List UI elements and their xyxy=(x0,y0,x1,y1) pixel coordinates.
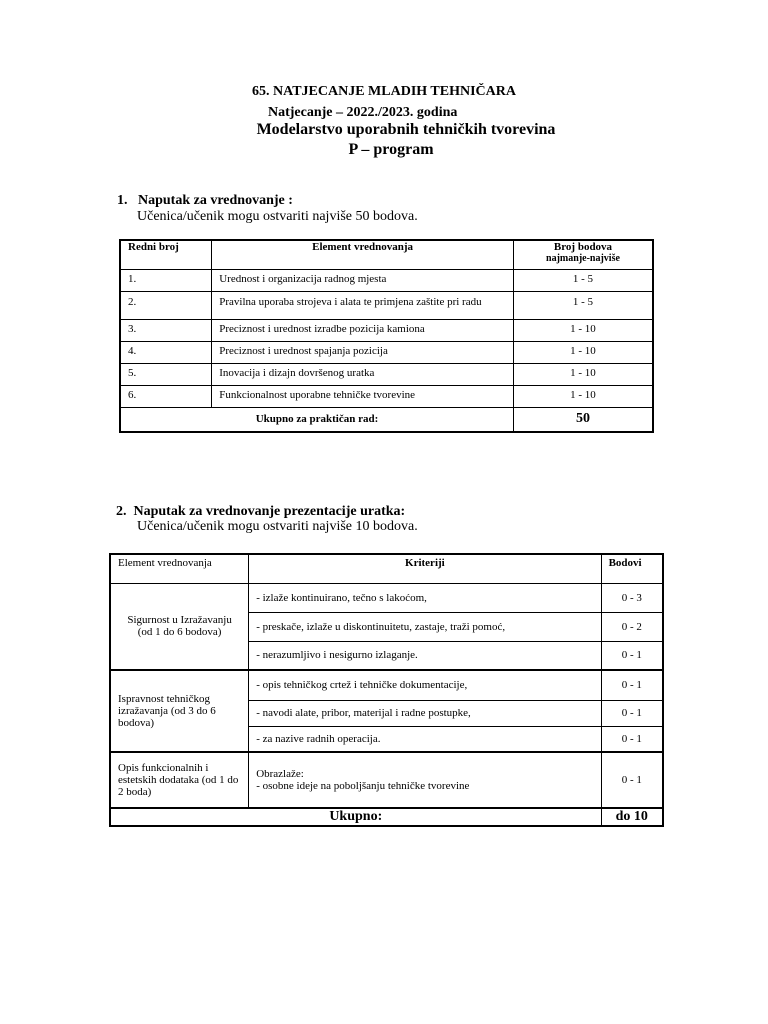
table-row xyxy=(110,670,663,700)
row-criterion: - opis tehničkog crtež i tehničke dokumentacije, xyxy=(249,670,601,700)
total-label: Ukupno: xyxy=(110,808,601,826)
row-points: 1 - 10 xyxy=(513,341,653,363)
table-row xyxy=(120,385,653,407)
row-points: 1 - 5 xyxy=(513,291,653,319)
row-element: Inovacija i dizajn dovršenog uratka xyxy=(212,363,514,385)
row-criterion: - navodi alate, pribor, materijal i radne postupke, xyxy=(249,700,601,726)
col-header-points-label: Broj bodova xyxy=(553,241,613,253)
total-value: do 10 xyxy=(601,808,663,826)
row-element: Funkcionalnost uporabne tehničke tvorevine xyxy=(212,385,514,407)
row-points: 0 - 1 xyxy=(601,670,663,700)
row-criterion: - za nazive radnih operacija. xyxy=(249,726,601,752)
table-header-row xyxy=(120,240,653,269)
competition-year: Natjecanje – 2022./2023. godina xyxy=(268,105,458,120)
row-points: 0 - 1 xyxy=(601,752,663,808)
row-points: 1 - 10 xyxy=(513,385,653,407)
row-number: 4. xyxy=(120,341,212,363)
row-criterion-head: Obrazlaže: xyxy=(256,768,304,780)
table-total-row xyxy=(110,808,663,826)
row-points: 1 - 10 xyxy=(513,319,653,341)
row-element: Sigurnost u Izražavanju (od 1 do 6 bodova) xyxy=(110,583,249,670)
col-header-points-sublabel: najmanje-najviše xyxy=(546,253,620,264)
table-row xyxy=(120,341,653,363)
total-label: Ukupno za praktičan rad: xyxy=(120,407,513,432)
row-points: 0 - 1 xyxy=(601,726,663,752)
table-row xyxy=(110,752,663,808)
section1-title: 1. Naputak za vrednovanje : xyxy=(117,193,293,208)
col-header-element: Element vrednovanja xyxy=(212,240,514,269)
row-points: 1 - 5 xyxy=(513,269,653,291)
practical-scoring-table xyxy=(119,239,654,433)
row-number: 5. xyxy=(120,363,212,385)
row-points: 0 - 1 xyxy=(601,700,663,726)
row-criterion xyxy=(249,752,601,808)
col-header-points xyxy=(513,240,653,269)
row-element: Urednost i organizacija radnog mjesta xyxy=(212,269,514,291)
row-element: Preciznost i urednost spajanja pozicija xyxy=(212,341,514,363)
row-points: 1 - 10 xyxy=(513,363,653,385)
col-header-number: Redni broj xyxy=(120,240,212,269)
table-row xyxy=(120,291,653,319)
row-points: 0 - 1 xyxy=(601,641,663,670)
row-number: 1. xyxy=(120,269,212,291)
table-row xyxy=(120,363,653,385)
row-criterion: - izlaže kontinuirano, tečno s lakoćom, xyxy=(249,583,601,612)
row-number: 3. xyxy=(120,319,212,341)
col-header-points: Bodovi xyxy=(601,554,663,583)
row-number: 2. xyxy=(120,291,212,319)
row-points: 0 - 3 xyxy=(601,583,663,612)
section1-subtitle: Učenica/učenik mogu ostvariti najviše 50 bodova. xyxy=(137,209,418,224)
table-header-row xyxy=(110,554,663,583)
program-title: P – program xyxy=(348,141,434,158)
presentation-scoring-table xyxy=(109,553,664,827)
col-header-criteria: Kriteriji xyxy=(249,554,601,583)
row-element: Preciznost i urednost izradbe pozicija kamiona xyxy=(212,319,514,341)
col-header-element: Element vrednovanja xyxy=(110,554,249,583)
row-criterion-text: - osobne ideje na poboljšanju tehničke tvorevine xyxy=(256,780,470,792)
competition-title: 65. NATJECANJE MLADIH TEHNIČARA xyxy=(252,84,516,99)
section2-subtitle: Učenica/učenik mogu ostvariti najviše 10 bodova. xyxy=(137,519,418,534)
table-row xyxy=(110,583,663,612)
row-element: Pravilna uporaba strojeva i alata te primjena zaštite pri radu xyxy=(212,291,514,319)
discipline-title: Modelarstvo uporabnih tehničkih tvorevina xyxy=(256,121,556,138)
table-row xyxy=(120,319,653,341)
row-number: 6. xyxy=(120,385,212,407)
row-criterion: - nerazumljivo i nesigurno izlaganje. xyxy=(249,641,601,670)
total-value: 50 xyxy=(513,407,653,432)
table-total-row xyxy=(120,407,653,432)
row-element: Ispravnost tehničkog izražavanja (od 3 do 6 bodova) xyxy=(110,670,249,752)
section2-title: 2. Naputak za vrednovanje prezentacije uratka: xyxy=(116,504,406,519)
row-element: Opis funkcionalnih i estetskih dodataka (od 1 do 2 boda) xyxy=(110,752,249,808)
row-criterion: - preskače, izlaže u diskontinuitetu, zastaje, traži pomoć, xyxy=(249,612,601,641)
row-points: 0 - 2 xyxy=(601,612,663,641)
table-row xyxy=(120,269,653,291)
